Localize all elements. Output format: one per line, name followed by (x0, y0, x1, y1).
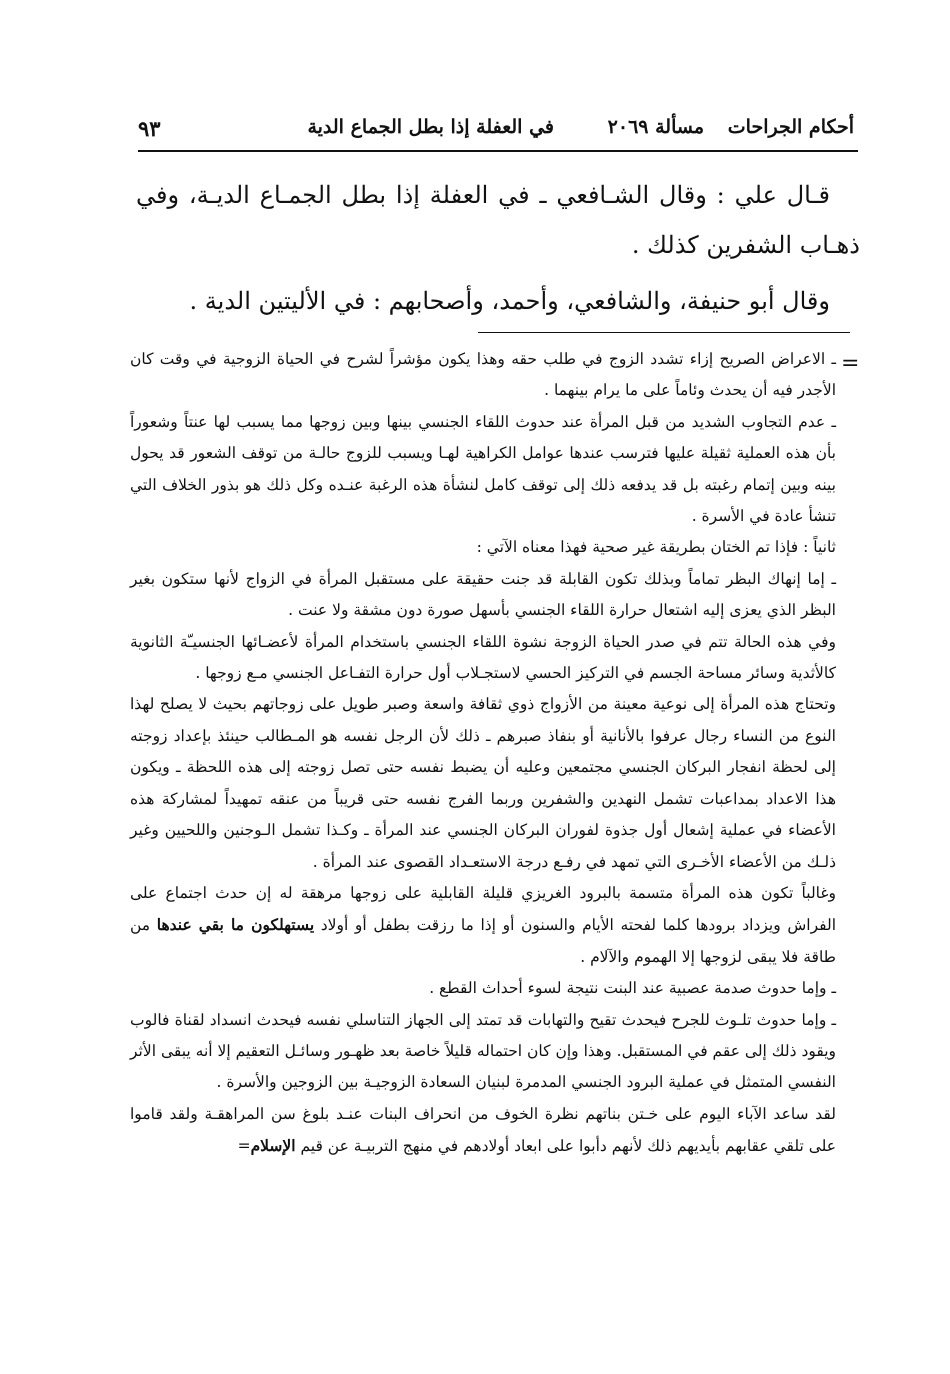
issue-number: مسألة ٢٠٦٩ (607, 116, 704, 138)
footnote-divider (478, 332, 850, 333)
footnote-continuation-mark: = (841, 351, 860, 376)
page-number: ٩٣ (138, 116, 161, 141)
emphasized-text: الإسلام (250, 1136, 296, 1156)
footnotes (130, 344, 836, 1163)
footnote-paragraph (130, 878, 836, 973)
footnote-paragraph: ـ إما إنهاك البظر تماماً وبذلك تكون القابلة قد جنت حقيقة على مستقبل المرأة في الزواج لأنها ستكون بغير البظر الذي يعزى إليه اشتعال حرارة اللقاء الجنسي بأسهل صورة دون مشقة ولا عنت . (130, 569, 836, 620)
section-topic: في العفلة إذا بطل الجماع الدية (307, 116, 554, 138)
footnote-text: لقد ساعد الآباء اليوم على خـتن بناتهم نظرة الخوف من انحراف البنات عنـد بلوغ سن المراهقـة ولقد قاموا على تلقي عقابهم بأيديهم ذلك لأنهم دأبوا على ابعاد أولادهم في منهج التربيـة عن قيم (130, 1104, 836, 1156)
footnote-paragraph: ـ وإما حدوث تلـوث للجرح فيحدث تقيح والتهابات قد تمتد إلى الجهاز التناسلي نفسه فيحدث انسداد لقناة فالوب ويقود ذلك إلى عقم في المستقبل. وهذا وإن كان احتماله قليلاً خاصة بعد ظهـور وسائـل التعقيم إلا أنه يبقى الأثر النفسي المتمثل في عملية البرود الجنسي المدمرة لبنيان السعادة الزوجيـة بين الزوجين والأسرة . (130, 1010, 836, 1092)
footnote-paragraph: ـ الاعراض الصريح إزاء تشدد الزوج في طلب حقه وهذا يكون مؤشراً لشرح في الحياة الزوجية في وقت كان الأجدر فيه أن يحدث وئاماً على ما يرام بينهما . (130, 350, 836, 400)
header-divider (138, 150, 858, 152)
running-header (138, 112, 854, 148)
main-text (136, 170, 860, 326)
footnote-text: وغالباً تكون هذه المرأة متسمة بالبرود الغريزي قليلة القابلية على زوجها مرهقة له إن حدث اجتماع على الفراش ويزداد برودها كلما لفحته الأيام والسنون أو إذا ما رزقت بطفل أو أولاد (130, 883, 837, 935)
main-paragraph: وقال أبو حنيفة، والشافعي، وأحمد، وأصحابهم : في الأليتين الدية . (189, 287, 830, 315)
main-paragraph: قـال علي : وقال الشـافعي ـ في العفلة إذا بطل الجمـاع الديـة، وفي ذهـاب الشفرين كذلك . (136, 181, 860, 259)
emphasized-text: يستهلكون ما بقي عندها (156, 915, 315, 935)
continuation-mark: = (237, 1137, 251, 1156)
footnote-paragraph: وفي هذه الحالة تتم في صدر الحياة الزوجة نشوة اللقاء الجنسي باستخدام المرأة لأعضـائها الجنسيـّة الثانوية كالأثدية وسائر مساحة الجسم في التركيز الحسي لاستجـلاب أول حرارة التفـاعل الجنسي مـع زوجها . (130, 632, 836, 683)
footnote-paragraph: ـ عدم التجاوب الشديد من قبل المرأة عند حدوث اللقاء الجنسي بينها وبين زوجها مما يسبب لها عنتاً وشعوراً بأن هذه العملية ثقيلة عليها فترسب عندها عوامل الكراهية لهـا ويسبب للزوج حالـة من توقف الشعور قد يحول بينه وبين إتمام رغبته بل قد يدفعه ذلك إلى توقف كامل لنشأة هذه الرغبة عنـده وكل ذلك هو بذور الخلاف التي تنشأ عادة في الأسرة . (130, 412, 836, 526)
footnote-paragraph (130, 1099, 836, 1163)
footnote-paragraph: ثانياً : فإذا تم الختان بطريقة غير صحية فهذا معناه الآتي : (476, 538, 836, 557)
book-title: أحكام الجراحات (727, 116, 854, 138)
footnote-text: من طاقة فلا يبقى لزوجها إلا الهموم والآلام . (130, 916, 836, 966)
footnote-paragraph: وتحتاج هذه المرأة إلى نوعية معينة من الأزواج ذوي ثقافة واسعة وصبر طويل على زوجاتهم بحيث لا يصلح لهذا النوع من النساء رجال عرفوا بالأنانية أو بنفاذ صبرهم ـ ذلك لأن الرجل نفسه هو المـطالب حينئذ بإعداد زوجته إلى لحظة انفجار البركان الجنسي مجتمعين وعليه أن يضبط نفسه حتى تصل زوجته إلى هذه اللحظة ـ ويكون هذا الاعداد بمداعبات تشمل النهدين والشفرين وربما الفرج نفسه حتى قريباً من عنقه تمهيداً لمشاركة هذه الأعضاء في عملية إشعال أول جذوة لفوران البركان الجنسي عند المرأة ـ وكـذا تشمل الـوجنين واللحيين وغير ذلـك من الأعضاء الأخـرى التي تمهد في رفـع درجة الاستعـداد القصوى عند المرأة . (130, 695, 836, 871)
footnote-paragraph: ـ وإما حدوث صدمة عصبية عند البنت نتيجة لسوء أحداث القطع . (429, 979, 836, 998)
